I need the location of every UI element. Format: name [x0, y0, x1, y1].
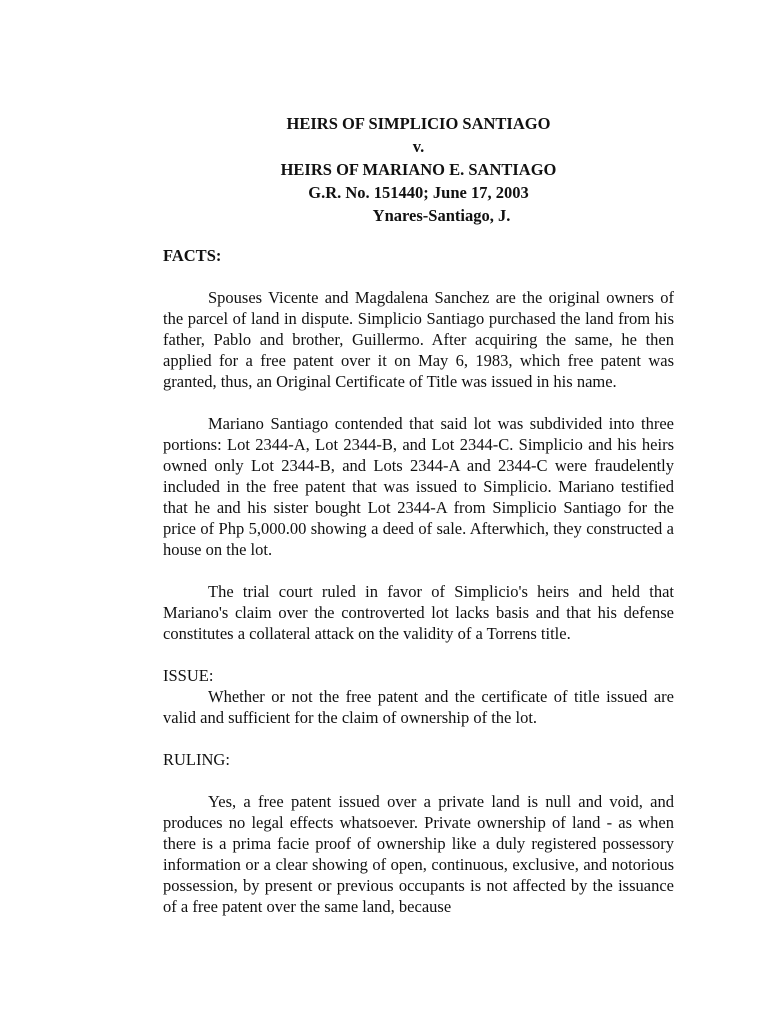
case-caption	[163, 112, 674, 227]
petitioner-name: HEIRS OF SIMPLICIO SANTIAGO	[286, 114, 551, 133]
facts-heading: FACTS:	[163, 246, 222, 265]
facts-paragraph-1: Spouses Vicente and Magdalena Sanchez are the original owners of the parcel of land in dispute. Simplicio Santiago purchased the land from his father, Pablo and brother, Guillermo. After acquiring the same, he then applied for a free patent over it on May 6, 1983, which free patent was granted, thus, an Original Certificate of Title was issued in his name.	[163, 288, 674, 391]
issue-heading: ISSUE:	[163, 666, 214, 685]
respondent-name: HEIRS OF MARIANO E. SANTIAGO	[280, 160, 557, 179]
facts-paragraph-2: Mariano Santiago contended that said lot was subdivided into three portions: Lot 2344-A, Lot 2344-B, and Lot 2344-C. Simplicio and his heirs owned only Lot 2344-B, and Lots 2344-A and 2344-C were fraudelently included in the free patent that was issued to Simplicio. Mariano testified that he and his sister bought Lot 2344-A from Simplicio Santiago for the price of Php 5,000.00 showing a deed of sale. Afterwhich, they constructed a house on the lot.	[163, 414, 674, 559]
ruling-heading: RULING:	[163, 750, 230, 769]
ruling-text: Yes, a free patent issued over a private land is null and void, and produces no legal effects whatsoever. Private ownership of land - as when there is a prima facie proof of ownership like a duly registered possessory information or a clear showing of open, continuous, exclusive, and notorious possession, by present or previous occupants is not affected by the issuance of a free patent over the same land, because	[163, 792, 674, 916]
issue-text: Whether or not the free patent and the certificate of title issued are valid and sufficient for the claim of ownership of the lot.	[163, 687, 674, 727]
versus-label: v.	[412, 137, 425, 156]
ponente: Ynares-Santiago, J.	[372, 206, 511, 225]
facts-paragraph-3: The trial court ruled in favor of Simplicio's heirs and held that Mariano's claim over the controverted lot lacks basis and that his defense constitutes a collateral attack on the validity of a Torrens title.	[163, 582, 674, 643]
case-number-date: G.R. No. 151440; June 17, 2003	[308, 183, 529, 202]
